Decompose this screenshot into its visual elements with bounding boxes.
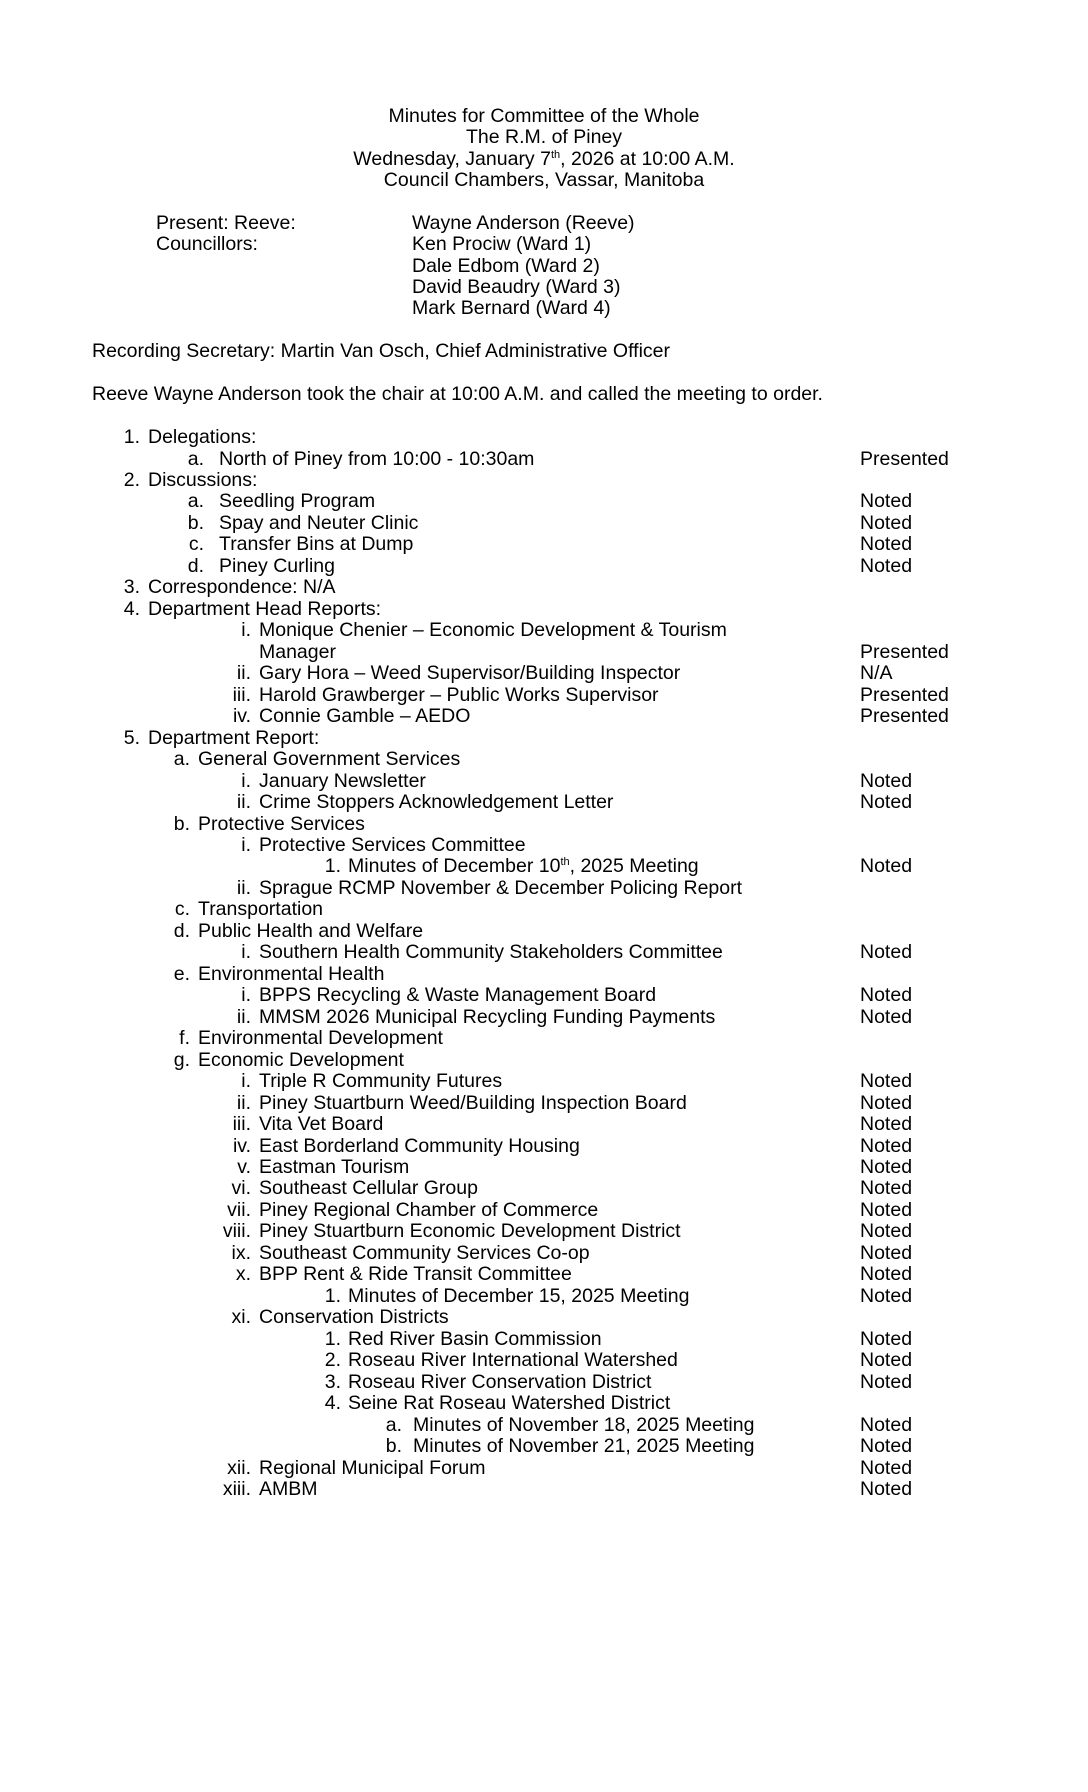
item-number: d. [187, 554, 204, 577]
item-text: East Borderland Community Housing [259, 1134, 580, 1157]
item-status: Noted [860, 1005, 913, 1028]
item-number: a. [385, 1413, 402, 1436]
item-status: Noted [860, 1241, 913, 1264]
item-text: Southeast Cellular Group [259, 1177, 478, 1200]
item-number: f. [179, 1027, 190, 1050]
item-number: ii. [236, 1005, 251, 1028]
item-number: 4. [324, 1392, 341, 1415]
item-text: Sprague RCMP November & December Policing Report [259, 876, 743, 899]
item-status: Noted [860, 1198, 913, 1221]
item-text: Harold Grawberger – Public Works Supervisor [259, 683, 659, 706]
item-number: 1. [324, 1327, 341, 1350]
item-text: Piney Stuartburn Weed/Building Inspection Board [259, 1091, 687, 1114]
item-number: iii. [232, 1113, 251, 1135]
item-text: Protective Services Committee [259, 833, 526, 856]
item-status: Noted [860, 1070, 913, 1093]
item-number: 5. [123, 726, 140, 749]
item-number: b. [385, 1435, 402, 1458]
item-number: viii. [222, 1220, 251, 1243]
item-text: Conservation Districts [259, 1306, 449, 1329]
meeting-date-suffix: , 2026 at 10:00 A.M. [560, 148, 735, 170]
item-text: Piney Stuartburn Economic Development District [259, 1220, 681, 1243]
item-number: ii. [236, 662, 251, 685]
item-text: Minutes of December 15, 2025 Meeting [348, 1284, 690, 1307]
item-number: i. [241, 619, 251, 642]
item-text: Red River Basin Commission [348, 1327, 602, 1350]
item-status: Noted [860, 1349, 913, 1372]
item-number: 1. [123, 426, 140, 448]
item-number: b. [173, 812, 190, 835]
item-text: Transportation [198, 898, 324, 921]
item-status: Noted [860, 511, 913, 534]
item-text: Eastman Tourism [259, 1156, 410, 1178]
item-text: AMBM [259, 1478, 318, 1500]
item-text: Piney Regional Chamber of Commerce [259, 1198, 599, 1221]
item-number: b. [187, 511, 204, 534]
item-text: Correspondence: N/A [148, 576, 336, 599]
item-number: x. [235, 1263, 251, 1286]
item-number: 2. [324, 1349, 341, 1372]
item-status: Noted [860, 554, 913, 577]
item-status: Noted [860, 1263, 913, 1286]
item-text: Protective Services [198, 812, 365, 835]
item-number: vi. [231, 1177, 251, 1200]
item-number: d. [173, 919, 190, 942]
item-number: v. [237, 1156, 251, 1178]
item-text: Connie Gamble – AEDO [259, 705, 471, 728]
item-text: Spay and Neuter Clinic [219, 511, 419, 534]
item-status: Noted [860, 1156, 913, 1178]
call-to-order: Reeve Wayne Anderson took the chair at 10:00 A.M. and called the meeting to order. [92, 383, 823, 405]
item-text: Public Health and Welfare [198, 919, 424, 942]
item-number: 1. [324, 855, 341, 878]
meeting-location: Council Chambers, Vassar, Manitoba [383, 169, 705, 191]
item-text: Environmental Development [198, 1027, 443, 1050]
item-status: Noted [860, 1435, 913, 1458]
item-text: Vita Vet Board [259, 1113, 384, 1135]
item-text: BPP Rent & Ride Transit Committee [259, 1263, 572, 1286]
item-text: Roseau River Conservation District [348, 1370, 652, 1393]
item-number: iv. [232, 1134, 251, 1157]
item-number: c. [188, 533, 204, 556]
item-text: Southern Health Community Stakeholders Committee [259, 941, 723, 964]
item-status: Noted [860, 1220, 913, 1243]
item-number: ix. [231, 1241, 251, 1264]
item-text: Transfer Bins at Dump [219, 533, 414, 556]
item-number: iii. [232, 683, 251, 706]
item-status: Noted [860, 1370, 913, 1393]
item-text: Economic Development [198, 1048, 404, 1071]
item-text: Roseau River International Watershed [348, 1349, 678, 1372]
item-text: Crime Stoppers Acknowledgement Letter [259, 791, 614, 813]
item-status: Presented [860, 705, 949, 728]
item-number: g. [173, 1048, 190, 1071]
item-number: ii. [236, 1091, 251, 1114]
reeve-label: Present: Reeve: [156, 212, 296, 234]
item-number: i. [241, 941, 251, 964]
item-text: Department Head Reports: [148, 597, 382, 620]
item-status: Noted [860, 984, 913, 1007]
recording-secretary: Recording Secretary: Martin Van Osch, Chief Administrative Officer [92, 340, 671, 362]
item-number: e. [173, 962, 190, 985]
item-status: Presented [860, 683, 949, 706]
item-status: Noted [860, 1177, 913, 1200]
item-number: xii. [227, 1456, 251, 1479]
item-number: iv. [232, 705, 251, 728]
item-status: Presented [860, 640, 949, 663]
item-status: Noted [860, 941, 913, 964]
item-status: Noted [860, 1134, 913, 1157]
item-text: Piney Curling [219, 554, 335, 577]
attendee: Dale Edbom (Ward 2) [412, 255, 600, 277]
item-number: 4. [123, 597, 140, 620]
item-number: xi. [231, 1306, 251, 1329]
attendee: David Beaudry (Ward 3) [412, 276, 621, 298]
attendee: Wayne Anderson (Reeve) [412, 212, 635, 234]
item-text: Gary Hora – Weed Supervisor/Building Inspector [259, 662, 681, 685]
item-text: Minutes of November 18, 2025 Meeting [413, 1413, 755, 1436]
item-text: Seedling Program [219, 490, 376, 513]
item-number: a. [173, 748, 190, 770]
item-status: Noted [860, 1413, 913, 1436]
meeting-date-prefix: Wednesday, January 7 [353, 148, 551, 170]
item-text: Delegations: [148, 426, 257, 448]
item-text: MMSM 2026 Municipal Recycling Funding Payments [259, 1005, 716, 1028]
councillors-label: Councillors: [156, 233, 258, 255]
meeting-date-ordinal: th [550, 149, 561, 161]
item-text: Discussions: [148, 468, 258, 491]
item-text: Minutes of December 10th, 2025 Meeting [348, 855, 699, 878]
item-number: vii. [227, 1198, 251, 1221]
attendee: Ken Prociw (Ward 1) [412, 233, 592, 255]
item-text: Minutes of November 21, 2025 Meeting [413, 1435, 755, 1458]
item-number: a. [187, 447, 204, 470]
item-status: Noted [860, 1284, 913, 1307]
municipality-name: The R.M. of Piney [465, 126, 623, 148]
item-text: Manager [259, 640, 336, 663]
item-number: i. [241, 833, 251, 856]
item-text: Department Report: [148, 726, 320, 749]
item-status: Noted [860, 533, 913, 556]
item-number: i. [241, 769, 251, 792]
document-title: Minutes for Committee of the Whole [388, 105, 700, 127]
item-status: Noted [860, 855, 913, 878]
item-number: ii. [236, 876, 251, 899]
attendee: Mark Bernard (Ward 4) [412, 297, 611, 319]
item-text: Environmental Health [198, 962, 385, 985]
item-number: 2. [123, 468, 140, 491]
item-number: 1. [324, 1284, 341, 1307]
item-status: Noted [860, 1113, 913, 1135]
item-number: i. [241, 1070, 251, 1093]
item-status: N/A [860, 662, 893, 685]
item-number: xiii. [222, 1478, 251, 1500]
item-number: c. [174, 898, 190, 921]
item-text: January Newsletter [259, 769, 426, 792]
item-text: Southeast Community Services Co-op [259, 1241, 590, 1264]
item-status: Noted [860, 791, 913, 813]
item-status: Noted [860, 769, 913, 792]
item-number: ii. [236, 791, 251, 813]
item-status: Noted [860, 1478, 913, 1500]
item-text: North of Piney from 10:00 - 10:30am [219, 447, 535, 470]
item-text: BPPS Recycling & Waste Management Board [259, 984, 657, 1007]
item-number: 3. [123, 576, 140, 599]
item-status: Noted [860, 1456, 913, 1479]
item-status: Noted [860, 490, 913, 513]
item-text: General Government Services [198, 748, 461, 770]
item-number: a. [187, 490, 204, 513]
item-number: i. [241, 984, 251, 1007]
item-status: Noted [860, 1091, 913, 1114]
item-text: Triple R Community Futures [259, 1070, 503, 1093]
item-status: Presented [860, 447, 949, 470]
item-number: 3. [324, 1370, 341, 1393]
item-text: Seine Rat Roseau Watershed District [348, 1392, 671, 1415]
item-text: Monique Chenier – Economic Development & Tourism [259, 619, 727, 642]
item-text: Regional Municipal Forum [259, 1456, 486, 1479]
item-status: Noted [860, 1327, 913, 1350]
